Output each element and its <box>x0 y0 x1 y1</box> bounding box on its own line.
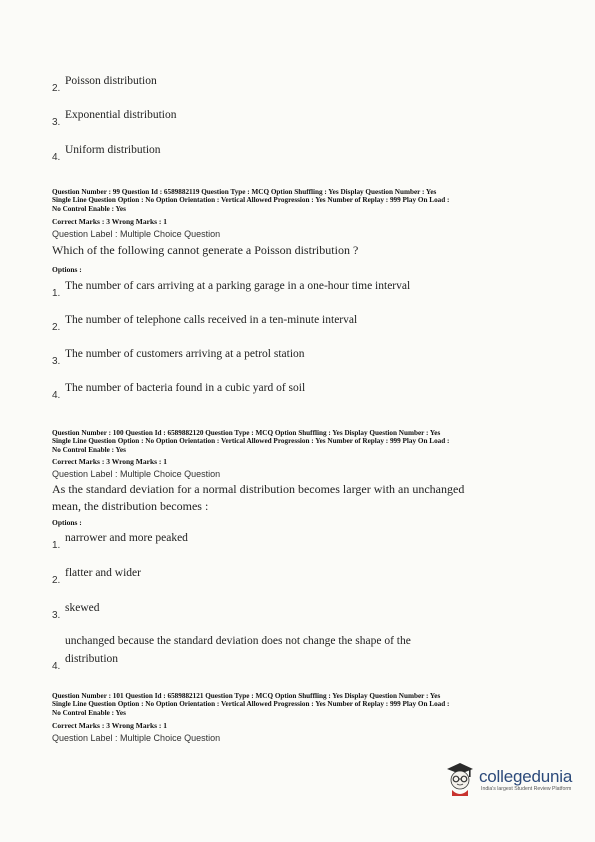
question-101-label: Question Label : Multiple Choice Question <box>52 733 221 743</box>
option-text: The number of bacteria found in a cubic yard of soil <box>65 382 306 394</box>
prev-option-2 <box>52 72 552 94</box>
q100-option-3 <box>52 599 552 621</box>
option-number: 3. <box>52 356 61 367</box>
option-text: unchanged because the standard deviation does not change the shape of the distribution <box>65 635 411 665</box>
q99-option-1 <box>52 277 552 299</box>
option-text: narrower and more peaked <box>65 532 188 544</box>
question-100-label: Question Label : Multiple Choice Question <box>52 469 221 479</box>
option-number: 2. <box>52 575 61 586</box>
option-text: Poisson distribution <box>65 75 157 87</box>
option-number: 4. <box>52 661 61 672</box>
option-text: flatter and wider <box>65 567 141 579</box>
option-text: Exponential distribution <box>65 109 177 121</box>
q99-option-4 <box>52 379 552 401</box>
question-101-meta: Question Number : 101 Question Id : 6589882121 Question Type : MCQ Option Shuffling : Yes Display Question Number : Yes Single Line Question Option : No Option Orientation : Vertical Allowed Progression : Yes Number of Replay : 999 Play On Load : No Control Enable : Yes <box>52 692 450 717</box>
option-text: skewed <box>65 602 100 614</box>
q99-option-2 <box>52 311 552 333</box>
option-text: The number of cars arriving at a parking garage in a one-hour time interval <box>65 280 411 292</box>
question-99-label: Question Label : Multiple Choice Question <box>52 229 221 239</box>
q100-option-2 <box>52 564 552 586</box>
question-99-meta: Question Number : 99 Question Id : 6589882119 Question Type : MCQ Option Shuffling : Yes Display Question Number : Yes Single Line Question Option : No Option Orientation : Vertical Allowed Progression : Yes Number of Replay : 999 Play On Load : No Control Enable : Yes <box>52 188 450 213</box>
option-number: 1. <box>52 540 61 551</box>
prev-option-4 <box>52 141 552 163</box>
q99-option-3 <box>52 345 552 367</box>
question-101-marks: Correct Marks : 3 Wrong Marks : 1 <box>52 721 168 730</box>
option-number: 4. <box>52 152 61 163</box>
question-100-marks: Correct Marks : 3 Wrong Marks : 1 <box>52 457 168 466</box>
option-number: 3. <box>52 610 61 621</box>
prev-option-3 <box>52 106 552 128</box>
option-number: 2. <box>52 83 61 94</box>
question-99-text: Which of the following cannot generate a Poisson distribution ? <box>52 243 359 257</box>
q100-option-4 <box>52 632 447 672</box>
option-text: The number of customers arriving at a petrol station <box>65 348 305 360</box>
collegedunia-logo <box>444 762 572 798</box>
logo-tagline: India's largest Student Review Platform <box>481 785 572 792</box>
graduate-mascot-icon <box>444 762 476 798</box>
question-100-meta: Question Number : 100 Question Id : 6589882120 Question Type : MCQ Option Shuffling : Yes Display Question Number : Yes Single Line Question Option : No Option Orientation : Vertical Allowed Progression : Yes Number of Replay : 999 Play On Load : No Control Enable : Yes <box>52 429 450 454</box>
question-100-options-label: Options : <box>52 518 82 527</box>
q100-option-1 <box>52 529 552 551</box>
logo-wordmark: collegedunia <box>479 766 573 786</box>
option-number: 2. <box>52 322 61 333</box>
question-100-text: As the standard deviation for a normal distribution becomes larger with an unchanged mean, the distribution becomes : <box>52 482 465 513</box>
question-99-options-label: Options : <box>52 265 82 274</box>
option-text: The number of telephone calls received in a ten-minute interval <box>65 314 358 326</box>
option-number: 4. <box>52 390 61 401</box>
question-99-marks: Correct Marks : 3 Wrong Marks : 1 <box>52 217 168 226</box>
option-text: Uniform distribution <box>65 144 161 156</box>
option-number: 3. <box>52 117 61 128</box>
option-number: 1. <box>52 288 61 299</box>
